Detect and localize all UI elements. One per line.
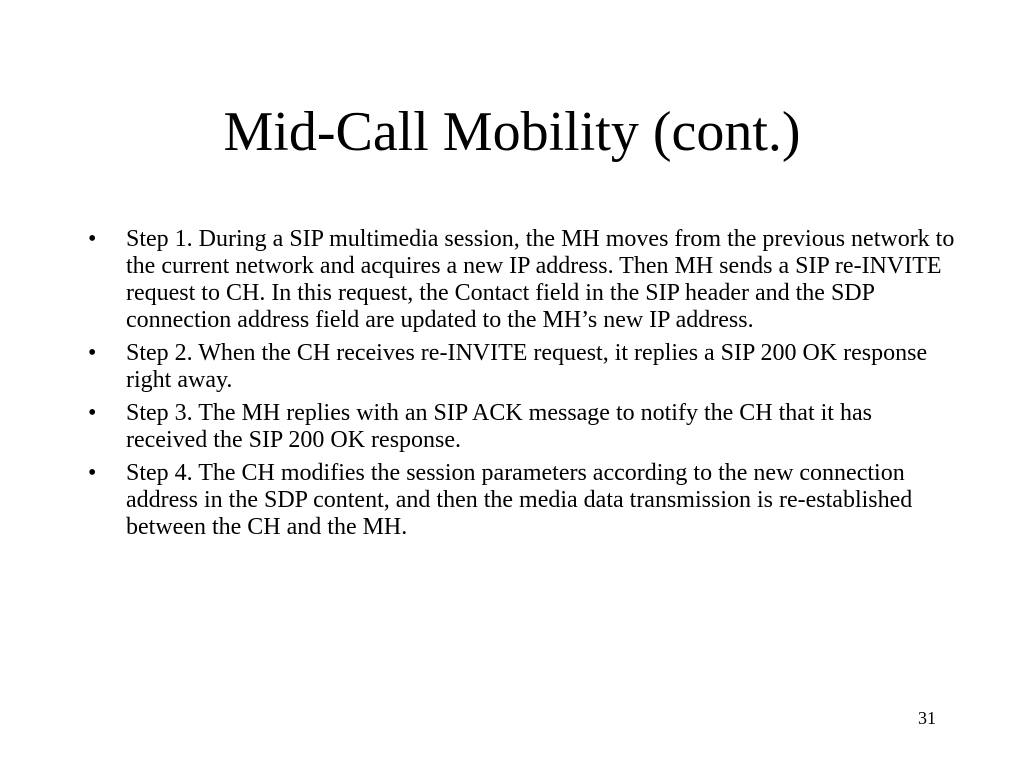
bullet-text: Step 2. When the CH receives re-INVITE request, it replies a SIP 200 OK response right away. (126, 340, 928, 393)
bullet-item-step-2 (88, 340, 958, 394)
bullet-text: Step 3. The MH replies with an SIP ACK message to notify the CH that it has received the SIP 200 OK response. (126, 400, 872, 453)
bullet-text: Step 1. During a SIP multimedia session, the MH moves from the previous network to the current network and acquires a new IP address. Then MH sends a SIP re-INVITE request to CH. In this request, the Contact field in the SIP header and the SDP connection address field are updated to the MH’s new IP address. (126, 226, 955, 333)
bullet-text: Step 4. The CH modifies the session parameters according to the new connection address in the SDP content, and then the media data transmission is re-established between the CH and the MH. (126, 460, 913, 540)
bullet-icon: • (88, 226, 97, 252)
bullet-icon: • (88, 400, 97, 426)
bullet-item-step-4 (88, 460, 958, 541)
page-number: 31 (918, 708, 936, 728)
bullet-item-step-3 (88, 400, 958, 454)
bullet-icon: • (88, 340, 97, 366)
bullet-list (88, 226, 958, 547)
bullet-icon: • (88, 460, 97, 486)
slide-title: Mid-Call Mobility (cont.) (223, 101, 801, 163)
bullet-item-step-1 (88, 226, 958, 334)
